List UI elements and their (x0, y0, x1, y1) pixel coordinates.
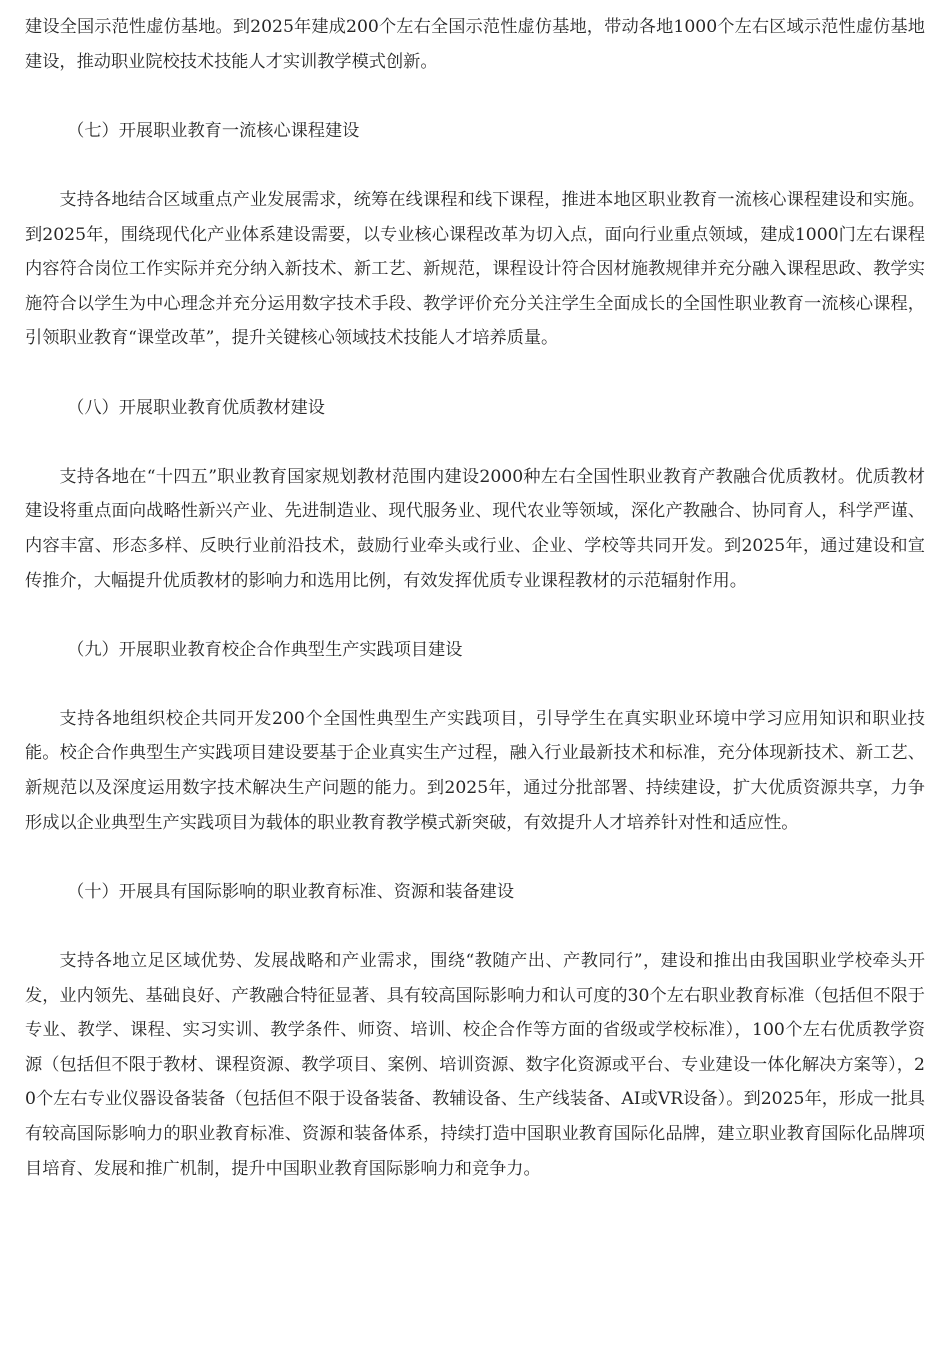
paragraph-gap (25, 148, 925, 183)
section-heading-10: （十）开展具有国际影响的职业教育标准、资源和装备建设 (67, 881, 515, 902)
paragraph-gap (25, 356, 925, 391)
section-body-9: 支持各地组织校企共同开发200个全国性典型生产实践项目，引导学生在真实职业环境中学习应用知识和职业技能。校企合作典型生产实践项目建设要基于企业真实生产过程，融入行业最新技术和标准，充分体现新技术、新工艺、新规范以及深度运用数字技术解决生产问题的能力。到2025年，通过分批部署、持续建设，扩大优质资源共享，力争形成以企业典型生产实践项目为载体的职业教育教学模式新突破，有效提升人才培养针对性和适应性。 (25, 708, 925, 833)
section-heading-7: （七）开展职业教育一流核心课程建设 (67, 120, 360, 141)
paragraph-gap (25, 425, 925, 460)
paragraph-gap (25, 909, 925, 944)
paragraph-gap (25, 667, 925, 702)
paragraph-gap (25, 840, 925, 875)
document-body (25, 10, 925, 1186)
section-heading-8: （八）开展职业教育优质教材建设 (67, 397, 325, 418)
paragraph-gap (25, 79, 925, 114)
paragraph-intro-continuation: 建设全国示范性虚仿基地。到2025年建成200个左右全国示范性虚仿基地，带动各地1000个左右区域示范性虚仿基地建设，推动职业院校技术技能人才实训教学模式创新。 (25, 17, 925, 72)
paragraph-gap (25, 598, 925, 633)
section-body-7: 支持各地结合区域重点产业发展需求，统筹在线课程和线下课程，推进本地区职业教育一流核心课程建设和实施。到2025年，围绕现代化产业体系建设需要，以专业核心课程改革为切入点，面向行业重点领域，建成1000门左右课程内容符合岗位工作实际并充分纳入新技术、新工艺、新规范，课程设计符合因材施教规律并充分融入课程思政、教学实施符合以学生为中心理念并充分运用数字技术手段、教学评价充分关注学生全面成长的全国性职业教育一流核心课程，引领职业教育“课堂改革”，提升关键核心领域技术技能人才培养质量。 (25, 189, 925, 349)
section-heading-9: （九）开展职业教育校企合作典型生产实践项目建设 (67, 639, 463, 660)
section-body-8: 支持各地在“十四五”职业教育国家规划教材范围内建设2000种左右全国性职业教育产教融合优质教材。优质教材建设将重点面向战略性新兴产业、先进制造业、现代服务业、现代农业等领域，深化产教融合、协同育人，科学严谨、内容丰富、形态多样、反映行业前沿技术，鼓励行业牵头或行业、企业、学校等共同开发。到2025年，通过建设和宣传推介，大幅提升优质教材的影响力和选用比例，有效发挥优质专业课程教材的示范辐射作用。 (25, 466, 925, 591)
section-body-10: 支持各地立足区域优势、发展战略和产业需求，围绕“教随产出、产教同行”，建设和推出由我国职业学校牵头开发，业内领先、基础良好、产教融合特征显著、具有较高国际影响力和认可度的30个左右职业教育标准（包括但不限于专业、教学、课程、实习实训、教学条件、师资、培训、校企合作等方面的省级或学校标准），100个左右优质教学资源（包括但不限于教材、课程资源、教学项目、案例、培训资源、数字化资源或平台、专业建设一体化解决方案等），20个左右专业仪器设备装备（包括但不限于设备装备、教辅设备、生产线装备、AI或VR设备）。到2025年，形成一批具有较高国际影响力的职业教育标准、资源和装备体系，持续打造中国职业教育国际化品牌，建立职业教育国际化品牌项目培育、发展和推广机制，提升中国职业教育国际影响力和竞争力。 (25, 951, 925, 1179)
